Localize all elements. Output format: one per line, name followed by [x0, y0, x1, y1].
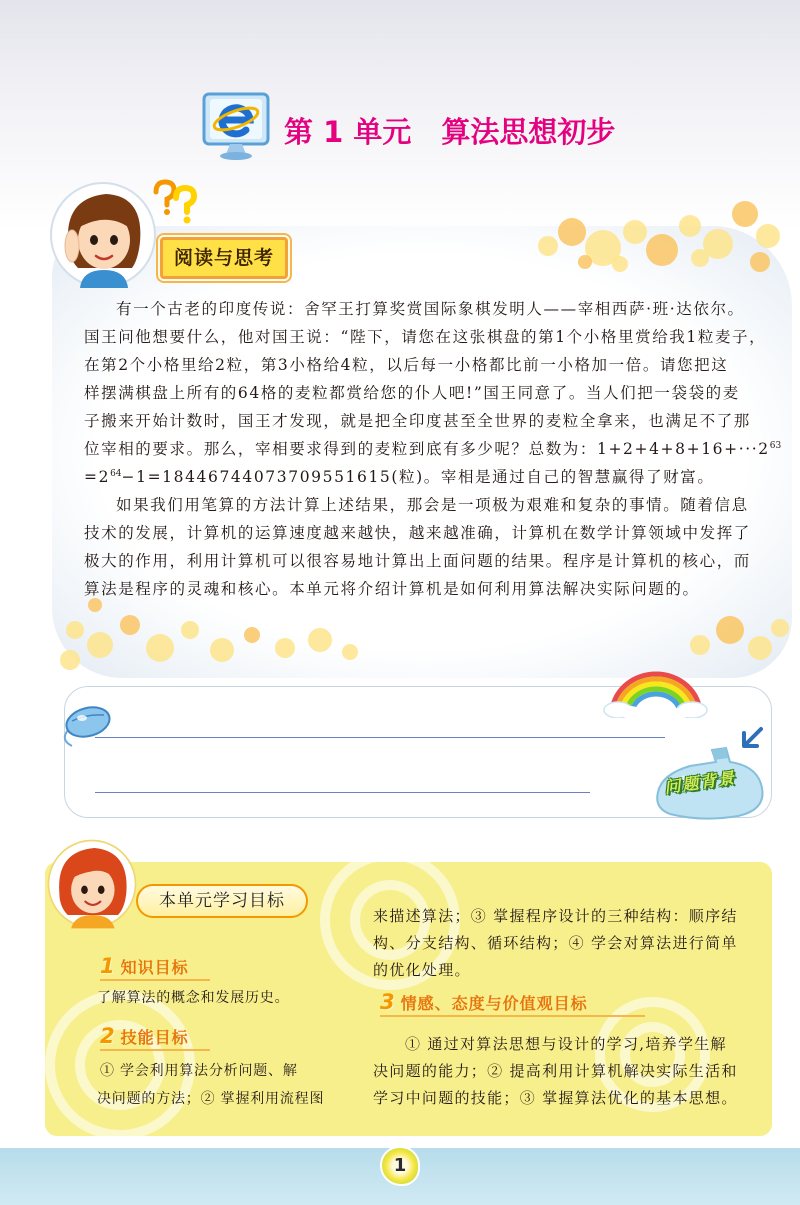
- reading-passage: [84, 295, 782, 603]
- polka-dot: [146, 634, 174, 662]
- polka-dot: [275, 638, 295, 658]
- polka-dot: [612, 256, 628, 272]
- writing-line[interactable]: [95, 792, 590, 793]
- passage-line: 国王问他想要什么，他对国王说：“陛下，请您在这张棋盘的第1个小格里赏给我1粒麦子，: [84, 328, 767, 346]
- polka-dot: [748, 636, 772, 660]
- question-mark-icon: [150, 178, 200, 228]
- goal-text: 决问题的能力；② 提高利用计算机解决实际生活和: [373, 1062, 738, 1080]
- page-number: 1: [380, 1146, 420, 1186]
- goal-title: 情感、态度与价值观目标: [400, 994, 588, 1013]
- polka-dot: [308, 628, 332, 652]
- result-text: −1=18446744073709551615(粒)。宰相是通过自己的智慧赢得了财富。: [121, 468, 715, 486]
- polka-dot: [750, 252, 770, 272]
- polka-dot: [87, 632, 113, 658]
- polka-dot: [538, 236, 558, 256]
- goal-text: ① 学会利用算法分析问题、解: [100, 1063, 298, 1079]
- passage-line: 有一个古老的印度传说：舍罕王打算奖赏国际象棋发明人——宰相西萨·班·达依尔。: [116, 300, 745, 318]
- girl-avatar: [46, 838, 138, 930]
- passage-line: 在第2个小格里给2粒，第3小格给4粒，以后每一小格都比前一小格加一倍。请您把这: [84, 356, 729, 374]
- polka-dot: [691, 249, 709, 267]
- polka-dot: [120, 615, 140, 635]
- polka-dot: [60, 650, 80, 670]
- unit-title: [284, 112, 615, 152]
- polka-dot: [342, 644, 358, 660]
- passage-line: 极大的作用，利用计算机可以很容易地计算出上面问题的结果。程序是计算机的核心，而: [84, 552, 751, 570]
- exponent: 63: [769, 440, 782, 451]
- skill-goal-heading: [100, 1024, 210, 1051]
- polka-dot: [210, 638, 234, 662]
- attitude-goal-heading: [380, 990, 645, 1017]
- writing-line[interactable]: [95, 737, 665, 738]
- unit-name: 算法思想初步: [441, 115, 616, 149]
- goal-title: 知识目标: [120, 958, 189, 977]
- polka-dot: [181, 621, 199, 639]
- goal-text: 构、分支结构、循环结构；④ 学会对算法进行简单: [373, 934, 738, 952]
- passage-line: 子搬来开始计数时，国王才发现，就是把全印度甚至全世界的麦粒全拿来，也满足不了那: [84, 412, 751, 430]
- goal-number: 3: [380, 990, 395, 1014]
- goal-text: 来描述算法；③ 掌握程序设计的三种结构：顺序结: [373, 907, 738, 925]
- reading-thinking-label: 阅读与思考: [160, 237, 288, 279]
- formula-text: 位宰相的要求。那么，宰相要求得到的麦粒到底有多少呢？总数为：1+2+4+8+16+···2: [84, 440, 770, 458]
- passage-line: 如果我们用笔算的方法计算上述结果，那会是一项极为艰难和复杂的事情。随着信息: [116, 496, 749, 514]
- knowledge-goal-heading: [100, 954, 210, 981]
- polka-dot: [558, 218, 586, 246]
- polka-dot: [690, 635, 710, 655]
- goal-number: 1: [100, 954, 115, 978]
- polka-dot: [756, 224, 780, 248]
- polka-dot: [771, 619, 789, 637]
- polka-dot: [244, 627, 260, 643]
- polka-dot: [623, 220, 647, 244]
- polka-dot: [732, 201, 758, 227]
- goal-text: ① 通过对算法思想与设计的学习,培养学生解: [405, 1035, 727, 1053]
- polka-dot: [66, 621, 84, 639]
- passage-line: 算法是程序的灵魂和核心。本单元将介绍计算机是如何利用算法解决实际问题的。: [84, 580, 700, 598]
- result-prefix: =2: [84, 468, 111, 486]
- polka-dot: [716, 616, 744, 644]
- exponent: 64: [110, 468, 122, 479]
- goal-text: 的优化处理。: [373, 961, 471, 979]
- goal-title: 技能目标: [120, 1028, 189, 1047]
- polka-dot: [679, 215, 701, 237]
- polka-dot: [578, 255, 592, 269]
- passage-line: 技术的发展，计算机的运算速度越来越快，越来越准确，计算机在数学计算领域中发挥了: [84, 524, 751, 542]
- goal-text: 了解算法的概念和发展历史。: [97, 990, 290, 1006]
- passage-line: 样摆满棋盘上所有的64格的麦粒都赏给您的仆人吧!”国王同意了。当人们把一袋袋的麦: [84, 384, 740, 402]
- polka-dot: [646, 234, 678, 266]
- goal-text: 决问题的方法；② 掌握利用流程图: [97, 1091, 325, 1107]
- problem-background-label: 问题背景: [663, 768, 738, 797]
- computer-e-icon: [196, 90, 276, 162]
- rainbow-icon: [602, 666, 710, 718]
- passage-line-result: [84, 463, 774, 491]
- goal-text: 学习中问题的技能；③ 掌握算法优化的基本思想。: [373, 1089, 738, 1107]
- girl-thinking-avatar: [48, 180, 158, 290]
- computer-mouse-icon: [58, 700, 114, 748]
- objectives-label: 本单元学习目标: [136, 884, 308, 918]
- passage-line-formula: [84, 435, 782, 463]
- unit-number: 第 1 单元: [284, 115, 412, 149]
- goal-number: 2: [100, 1024, 115, 1048]
